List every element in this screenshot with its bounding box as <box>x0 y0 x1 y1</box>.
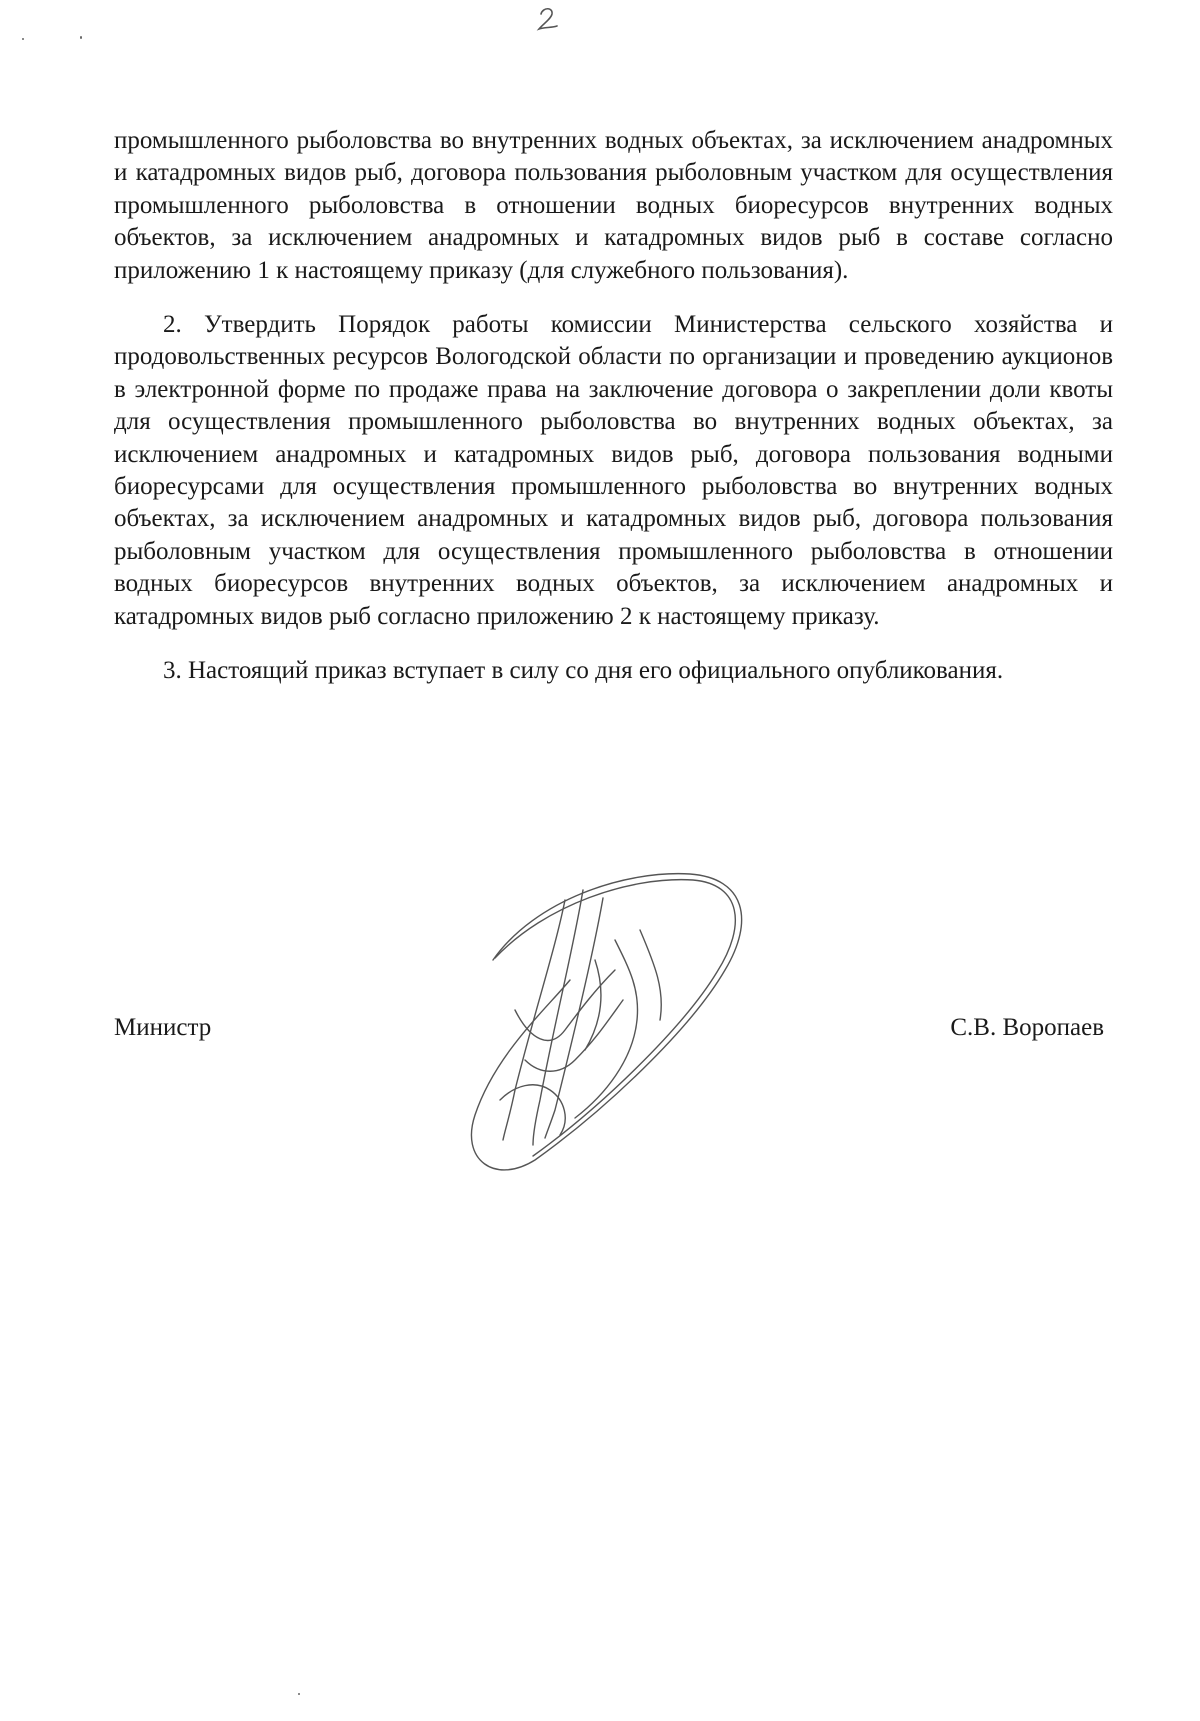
scan-speck <box>22 38 24 40</box>
paragraph-item-2: 2. Утвердить Порядок работы комиссии Министерства сельского хозяйства и продовольственных ресурсов Вологодской области по организации и проведению аукционов в электронной форме по продаже права на заключение договора о закреплении доли квоты для осуществления промышленного рыболовства во внутренних водных объектах, за исключением анадромных и катадромных видов рыб, договора пользования водными биоресурсами для осуществления промышленного рыболовства во внутренних водных объектах, за исключением анадромных и катадромных видов рыб, договора пользования рыболовным участком для осуществления промышленного рыболовства в отношении водных биоресурсов внутренних водных объектов, за исключением анадромных и катадромных видов рыб согласно приложению 2 к настоящему приказу. <box>114 311 1113 630</box>
signature-block <box>114 1014 1104 1054</box>
handwritten-page-number <box>533 4 563 34</box>
paragraph-item-3: 3. Настоящий приказ вступает в силу со дня его официального опубликования. <box>163 657 1004 685</box>
signer-position: Министр <box>114 1014 212 1041</box>
scan-speck <box>80 36 82 39</box>
paragraph-continuation: промышленного рыболовства во внутренних водных объектах, за исключением анадромных и катадромных видов рыб, договора пользования рыболовным участком для осуществления промышленного рыболовства в отношении водных биоресурсов внутренних водных объектов, за исключением анадромных и катадромных видов рыб в составе согласно приложению 1 к настоящему приказу (для служебного пользования). <box>114 127 1113 284</box>
signer-name: С.В. Воропаев <box>950 1014 1104 1041</box>
scan-speck <box>298 1693 300 1695</box>
document-body <box>114 125 1113 688</box>
